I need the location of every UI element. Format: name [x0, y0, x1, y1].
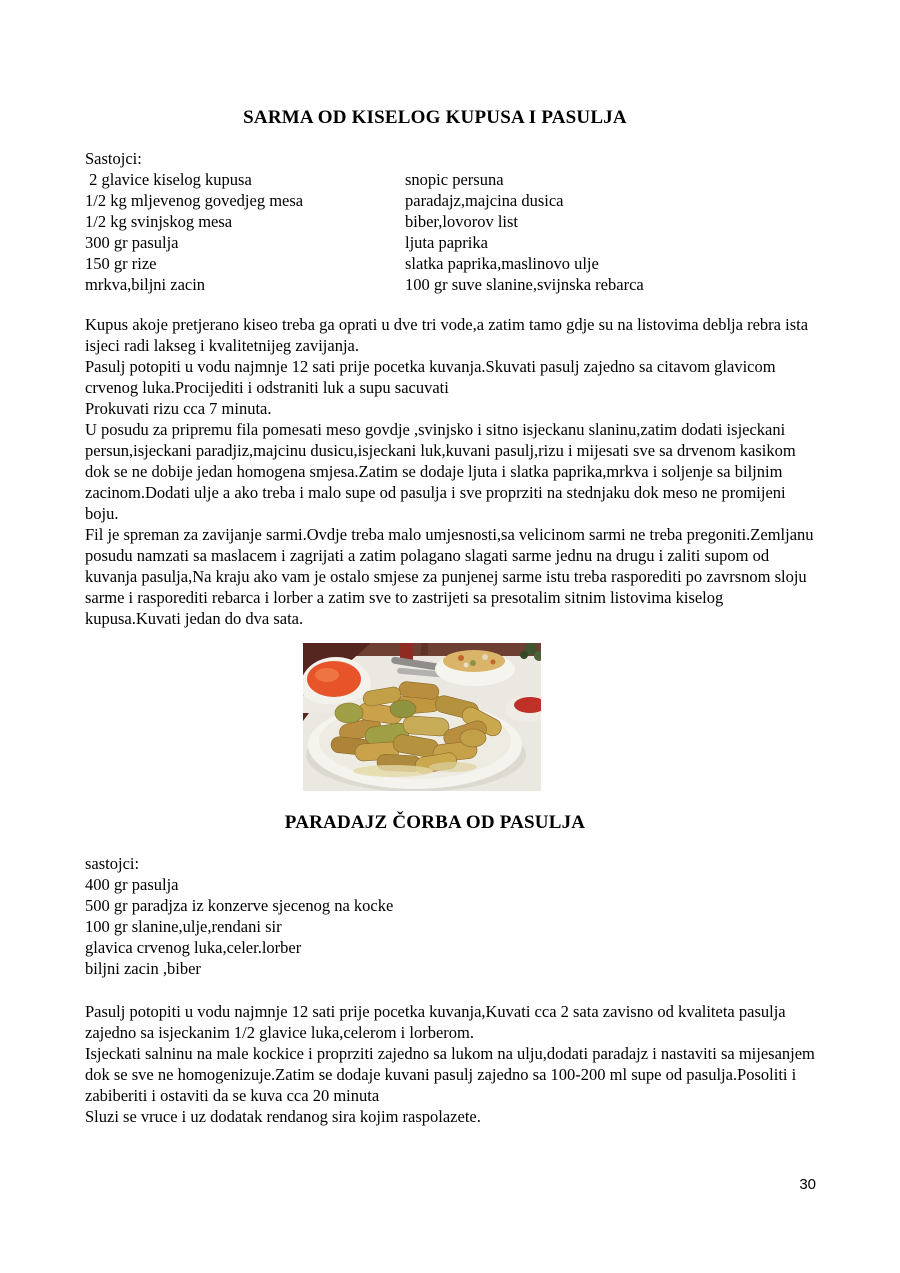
sarma-photo-illustration [303, 643, 541, 791]
ingredient-item: glavica crvenog luka,celer.lorber [85, 938, 302, 957]
instruction-paragraph: Pasulj potopiti u vodu najmnje 12 sati prije pocetka kuvanja.Skuvati pasulj zajedno sa citavom glavicom crvenog luka.Procijediti i odstraniti luk a supu sacuvati [85, 357, 776, 397]
ingredient-item: 400 gr pasulja [85, 875, 179, 894]
ingredient-row [85, 232, 820, 253]
ingredient-item: 1/2 kg svinjskog mesa [85, 212, 233, 231]
instruction-paragraph: Isjeckati salninu na male kockice i proprziti zajedno sa lukom na ulju,dodati paradajz i nastaviti sa mijesanjem dok se sve ne homogenizuje.Zatim se dodaje kuvani pasulj zajedno sa 100-200 ml supe od pasulja.Posoliti i zabiberiti i ostaviti da se kuva cca 20 minuta [85, 1044, 815, 1105]
recipe2-title: PARADAJZ ČORBA OD PASULJA [284, 812, 586, 833]
page-number: 30 [799, 1176, 816, 1193]
ingredient-item: 1/2 kg mljevenog govedjeg mesa [85, 191, 304, 210]
instruction-paragraph: U posudu za pripremu fila pomesati meso govdje ,svinjsko i sitno isjeckanu slaninu,zatim dodati isjeckani persun,isjeckani paradjiz,majcinu dusicu,isjeckani luk,kuvani pasulj,rizu i mijesati sve sa drvenom kasikom dok se ne dobije jedan homogena smjesa.Zatim se dodaje ljuta i slatka paprika,mrkva i soljenje sa biljnim zacinom.Dodati ulje a ako treba i malo supe od pasulja i sve proprziti na stednjaku dok meso ne promijeni boju. [85, 420, 796, 523]
recipe2-ingredients [85, 874, 820, 979]
ingredient-row [85, 211, 820, 232]
ingredient-item: 500 gr paradjza iz konzerve sjecenog na kocke [85, 896, 394, 915]
instruction-paragraph: Sluzi se vruce i uz dodatak rendanog sira kojim raspolazete. [85, 1107, 481, 1126]
ingredient-row [85, 274, 820, 295]
ingredient-item: 100 gr slanine,ulje,rendani sir [85, 917, 282, 936]
recipe1-ingredients [85, 169, 820, 295]
recipe1-title: SARMA OD KISELOG KUPUSA I PASULJA [243, 107, 627, 128]
ingredient-item: snopic persuna [405, 170, 504, 189]
ingredient-item: 100 gr suve slanine,svijnska rebarca [405, 275, 644, 294]
recipe1-ingredients-label: Sastojci: [85, 149, 142, 168]
ingredient-row [85, 169, 820, 190]
instruction-paragraph: Kupus akoje pretjerano kiseo treba ga oprati u dve tri vode,a zatim tamo gdje su na listovima deblja rebra ista isjeci radi lakseg i kvalitetnijeg zavijanja. [85, 315, 809, 355]
recipe2-ingredients-label: sastojci: [85, 854, 140, 873]
ingredient-item: biljni zacin ,biber [85, 959, 201, 978]
ingredient-row [85, 253, 820, 274]
ingredient-item: paradajz,majcina dusica [405, 191, 564, 210]
instruction-paragraph: Fil je spreman za zavijanje sarmi.Ovdje treba malo umjesnosti,sa velicinom sarmi ne treba pregoniti.Zemljanu posudu namzati sa maslacem i zagrijati a zatim polagano slagati sarme jednu na drugu i zaliti supom od kuvanja pasulja,Na kraju ako vam je ostalo smjese za punjenej sarme istu treba rasporediti po zavrsnom sloju sarme i rasporediti rebarca i lorber a zatim sve to zastrijeti sa presotalim sitnim listovima kiselog kupusa.Kuvati jedan do dva sata. [85, 525, 814, 628]
page-content [85, 0, 820, 1127]
sarma-plate-photo [303, 643, 541, 791]
ingredient-item: ljuta paprika [405, 233, 488, 252]
recipe1-instructions [85, 314, 820, 629]
ingredient-item: 2 glavice kiselog kupusa [85, 170, 252, 189]
ingredient-item: mrkva,biljni zacin [85, 275, 206, 294]
ingredient-item: 300 gr pasulja [85, 233, 179, 252]
recipe2-instructions [85, 1001, 820, 1127]
instruction-paragraph: Prokuvati rizu cca 7 minuta. [85, 399, 272, 418]
ingredient-item: biber,lovorov list [405, 212, 518, 231]
ingredient-item: slatka paprika,maslinovo ulje [405, 254, 599, 273]
ingredient-row [85, 190, 820, 211]
instruction-paragraph: Pasulj potopiti u vodu najmnje 12 sati prije pocetka kuvanja,Kuvati cca 2 sata zavisno od kvaliteta pasulja zajedno sa isjeckanim 1/2 glavice luka,celerom i lorberom. [85, 1002, 786, 1042]
ingredient-item: 150 gr rize [85, 254, 157, 273]
